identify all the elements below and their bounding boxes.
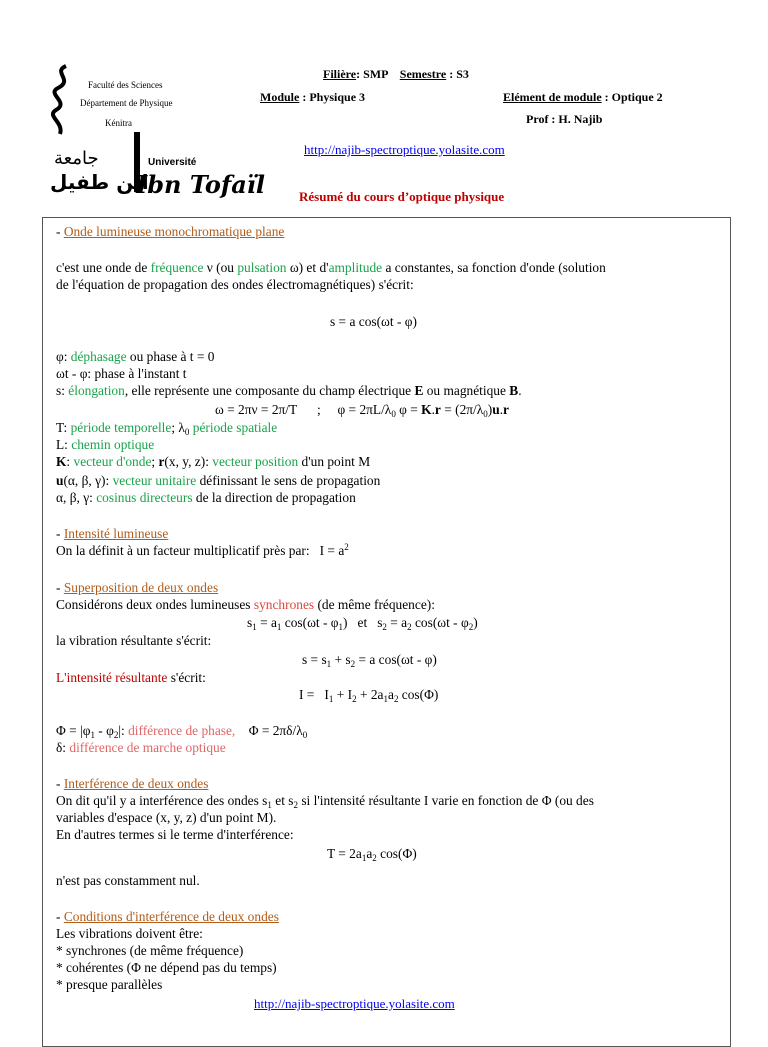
def-phi: φ: déphasage ou phase à t = 0 bbox=[56, 349, 215, 364]
eq-onde: s = a cos(ωt - φ) bbox=[330, 314, 417, 329]
interference-line-4: n'est pas constamment nul. bbox=[56, 873, 200, 888]
def-vecteur-unitaire: u(α, β, γ): vecteur unitaire définissant le sens de propagation bbox=[56, 473, 381, 488]
intensite-def: On la définit à un facteur multiplicatif près par: $I = a^2$ bbox=[56, 542, 349, 558]
def-vecteur-onde: K: vecteur d'onde; r(x, y, z): vecteur position d'un point M bbox=[56, 454, 371, 469]
filiere-semestre bbox=[323, 67, 469, 82]
section-onde-title: Onde lumineuse monochromatique plane bbox=[63, 224, 285, 239]
eq-intensite: $I = I_1 + I_2 + 2a_1a_2$ cos(Φ) bbox=[299, 687, 439, 704]
section-interference-heading: - Interférence de deux ondes bbox=[56, 776, 209, 791]
def-delta: δ: différence de marche optique bbox=[56, 740, 226, 755]
prof: Prof : H. Najib bbox=[526, 112, 603, 126]
section-conditions-title: Conditions d'interférence de deux ondes bbox=[63, 909, 279, 924]
def-cosinus: α, β, γ: cosinus directeurs de la direction de propagation bbox=[56, 490, 356, 505]
element-label: Elément de module bbox=[503, 90, 602, 104]
condition-coherentes: * cohérentes (Φ ne dépend pas du temps) bbox=[56, 960, 277, 975]
interference-line-3: En d'autres termes si le terme d'interférence: bbox=[56, 827, 294, 842]
semestre-label: Semestre bbox=[399, 67, 447, 81]
element-value: : Optique 2 bbox=[601, 90, 663, 104]
def-elongation: s: élongation, elle représente une composante du champ électrique E ou magnétique B. bbox=[56, 383, 522, 398]
intensite-resultante: L'intensité résultante s'écrit: bbox=[56, 670, 206, 685]
logo-faculte: Faculté des Sciences bbox=[88, 80, 163, 90]
def-phase: ωt - φ: phase à l'instant t bbox=[56, 366, 187, 381]
section-intensite-heading: - Intensité lumineuse bbox=[56, 526, 169, 541]
def-chemin: L: chemin optique bbox=[56, 437, 155, 452]
onde-line-1: c'est une onde de fréquence ν (ou pulsation ω) et d'amplitude a constantes, sa fonction d'onde (solution bbox=[56, 260, 606, 275]
module bbox=[260, 90, 365, 105]
header-site-link[interactable]: http://najib-spectroptique.yolasite.com bbox=[304, 142, 505, 157]
interference-line-2: variables d'espace (x, y, z) d'un point M). bbox=[56, 810, 277, 825]
element-module bbox=[503, 90, 663, 105]
module-label: Module bbox=[260, 90, 300, 104]
interference-line-1: On dit qu'il y a interférence des ondes $s_1$ et $s_2$ si l'intensité résultante I varie en fonction de Φ (ou des bbox=[56, 793, 594, 810]
module-value: : Physique 3 bbox=[299, 90, 366, 104]
eq-T: $T = 2a_1a_2$ cos(Φ) bbox=[327, 846, 417, 863]
logo-departement: Département de Physique bbox=[80, 98, 173, 108]
logo-kenitra: Kénitra bbox=[105, 118, 132, 128]
logo-script-name: Ibn Tofaïl bbox=[136, 170, 266, 199]
vibration-resultante: la vibration résultante s'écrit: bbox=[56, 633, 212, 648]
conditions-intro: Les vibrations doivent être: bbox=[56, 926, 203, 941]
logo-arabic: جامعة bbox=[54, 148, 99, 169]
logo-arabic-name: ابن طفيل bbox=[50, 170, 149, 194]
section-superposition-title: Superposition de deux ondes bbox=[63, 580, 219, 595]
footer-site-link[interactable]: http://najib-spectroptique.yolasite.com bbox=[254, 996, 455, 1011]
section-intensite-title: Intensité lumineuse bbox=[63, 526, 169, 541]
def-Phi: $\Phi = |\varphi_1 - \varphi_2|$: différence de phase, $\Phi = 2\pi\delta/\lambda_0$ bbox=[56, 723, 308, 740]
filiere-value: : SMP bbox=[356, 67, 388, 81]
condition-paralleles: * presque parallèles bbox=[56, 977, 163, 992]
section-onde-heading: - Onde lumineuse monochromatique plane bbox=[56, 224, 285, 239]
logo-universite: Université bbox=[148, 157, 197, 168]
section-interference-title: Interférence de deux ondes bbox=[63, 776, 209, 791]
onde-line-2: de l'équation de propagation des ondes électromagnétiques) s'écrit: bbox=[56, 277, 414, 292]
section-superposition-heading: - Superposition de deux ondes bbox=[56, 580, 219, 595]
condition-synchrones: * synchrones (de même fréquence) bbox=[56, 943, 244, 958]
semestre-value: : S3 bbox=[446, 67, 469, 81]
eq-s1-s2: $s_1 = a_1$ $\cos(\omega t - \varphi_1)$ et $s_2 = a_2$ $\cos(\omega t - \varphi_2)$ bbox=[247, 615, 478, 632]
logo-ornament-icon bbox=[44, 62, 84, 142]
section-conditions-heading: - Conditions d'interférence de deux ondes bbox=[56, 909, 279, 924]
eq-s: $s = s_1 + s_2 = a$ cos(ωt - φ) bbox=[302, 652, 437, 669]
university-logo bbox=[44, 62, 266, 202]
def-periode: T: période temporelle; $\lambda_0$ période spatiale bbox=[56, 420, 278, 437]
filiere-label: Filière bbox=[323, 67, 357, 81]
superposition-line-1: Considérons deux ondes lumineuses synchrones (de même fréquence): bbox=[56, 597, 435, 612]
page-title: Résumé du cours d’optique physique bbox=[299, 189, 505, 204]
eq-omega: ω = 2πν = 2π/T ; $\varphi = 2\pi L/\lambda_0$ $\varphi = K.r = (2\pi/\lambda_0)u.r$ bbox=[215, 402, 509, 419]
